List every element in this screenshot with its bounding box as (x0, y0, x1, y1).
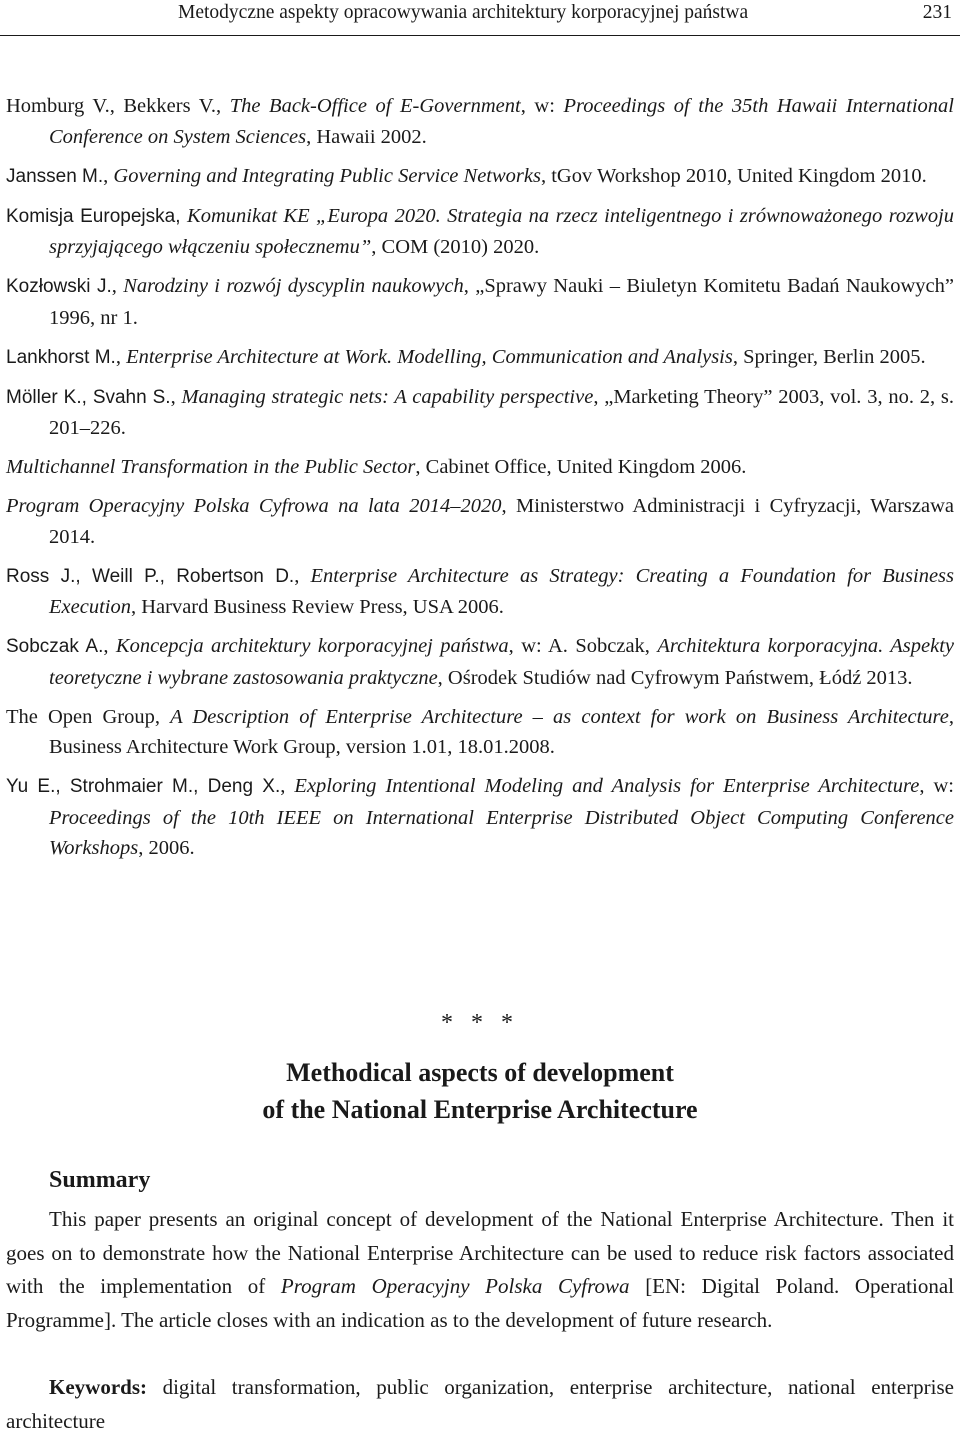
text-run: Proceedings of the 10th IEEE on International Enterprise Distributed Object Computing Conference Workshops (49, 806, 954, 859)
text-run: , (103, 635, 116, 657)
text-run: Multichannel Transformation in the Public Sector (6, 456, 416, 478)
reference-entry (6, 631, 954, 693)
text-run: Managing strategic nets: A capability perspective (181, 385, 594, 408)
text-run: , (111, 275, 124, 297)
text-run: Ross J., Weill P., Robertson D. (6, 565, 295, 587)
text-run: , (115, 345, 127, 368)
reference-entry (6, 91, 954, 152)
reference-entry (6, 201, 954, 263)
text-run: The Back-Office of E-Government (229, 95, 521, 117)
text-run: , w: (919, 775, 955, 797)
text-run: , „Sprawy Nauki – Biuletyn Komitetu Badań Naukowych” 1996, nr 1. (49, 275, 954, 329)
keywords-text: digital transformation, public organization, enterprise architecture, national enterprise architecture (6, 1375, 954, 1433)
text-run: , 2006. (138, 837, 195, 859)
reference-entry (6, 161, 954, 193)
text-run: Komisja Europejska, (6, 205, 188, 227)
text-run: Kozłowski J. (6, 276, 112, 297)
text-run: Yu E., Strohmaier M., Deng X. (6, 776, 281, 797)
running-title: Metodyczne aspekty opracowywania architektury korporacyjnej państwa (178, 2, 749, 23)
text-run: , Cabinet Office, United Kingdom 2006. (415, 456, 747, 478)
text-run: Exploring Intentional Modeling and Analysis for Enterprise Architecture (294, 775, 920, 797)
text-run: The Open Group, (6, 705, 171, 728)
page-number: 231 (922, 2, 952, 23)
text-run: Proceedings of the 35th Hawaii International Conference on System Sciences (49, 95, 955, 148)
text-run: , tGov Workshop 2010, United Kingdom 2010. (540, 164, 927, 187)
keywords-paragraph (6, 1371, 954, 1438)
english-title-line-1: Methodical aspects of development (286, 1058, 674, 1087)
text-run: Lankhorst M. (6, 346, 116, 368)
running-header (0, 0, 960, 36)
text-run: , Springer, Berlin 2005. (732, 345, 926, 368)
text-run: Program Operacyjny Polska Cyfrowa (280, 1274, 630, 1299)
reference-entry (6, 271, 954, 333)
text-run: , Business Architecture Work Group, version 1.01, 18.01.2008. (49, 705, 954, 758)
text-run: [EN: Digital Poland. Operational Programme]. The article closes with an indication as to the development of future research. (6, 1274, 954, 1332)
text-run: , Harvard Business Review Press, USA 2006. (130, 596, 504, 618)
text-run: , w: A. Sobczak, (508, 635, 658, 657)
text-run: Möller K., Svahn S. (6, 386, 171, 408)
reference-entry (6, 702, 954, 763)
reference-entry (6, 342, 954, 374)
text-run: This paper presents an original concept of development of the National Enterprise Architecture. Then it goes on to demonstrate how the National Enterprise Architecture can be used to reduce risk factors associated with the implementation of (6, 1207, 954, 1299)
summary-heading: Summary (49, 1167, 151, 1193)
text-run: , Ministerstwo Administracji i Cyfryzacji, Warszawa 2014. (49, 495, 954, 548)
reference-entry (6, 771, 954, 864)
text-run: , (170, 385, 182, 408)
text-run: Janssen M. (6, 165, 104, 187)
text-run: , (103, 164, 114, 187)
text-run: Koncepcja architektury korporacyjnej państwa (115, 635, 509, 657)
text-run: Enterprise Architecture as Strategy: Creating a Foundation for Business Execution (49, 564, 955, 618)
text-run: Komunikat KE „Europa 2020. Strategia na rzecz inteligentnego i zrównoważonego rozwoju sprzyjającego włączeniu społecznemu” (49, 204, 955, 258)
summary-paragraph (6, 1203, 954, 1337)
reference-entry (6, 491, 954, 552)
section-separator: * * * (441, 1010, 519, 1036)
english-title (0, 1054, 960, 1128)
text-run: , COM (2010) 2020. (371, 236, 540, 258)
text-run: , (280, 775, 295, 797)
text-run: Enterprise Architecture at Work. Modelling, Communication and Analysis (126, 345, 733, 368)
reference-entry (6, 382, 954, 444)
keywords-label: Keywords: (49, 1375, 147, 1399)
text-run: Homburg V., Bekkers V., (6, 95, 230, 117)
text-run: Architektura korporacyjna. Aspekty teoretyczne i wybrane zastosowania praktyczne (49, 635, 955, 689)
text-run: A Description of Enterprise Architecture – as context for work on Business Architecture (170, 705, 949, 728)
text-run: , Ośrodek Studiów nad Cyfrowym Państwem, Łódź 2013. (437, 666, 913, 689)
text-run: , (294, 564, 311, 587)
header-rule (0, 35, 960, 36)
text-run: Narodziny i rozwój dyscyplin naukowych (123, 275, 464, 297)
text-run: Program Operacyjny Polska Cyfrowa na lata 2014–2020 (6, 495, 502, 517)
reference-entry (6, 452, 954, 483)
text-run: , Hawaii 2002. (306, 125, 427, 148)
english-title-line-2: of the National Enterprise Architecture (262, 1095, 698, 1124)
text-run: Governing and Integrating Public Service Networks (113, 164, 541, 187)
reference-list (6, 91, 954, 872)
reference-entry (6, 561, 954, 623)
text-run: , w: (520, 95, 564, 117)
text-run: , „Marketing Theory” 2003, vol. 3, no. 2, s. 201–226. (49, 385, 955, 439)
text-run: Sobczak A. (6, 636, 104, 657)
